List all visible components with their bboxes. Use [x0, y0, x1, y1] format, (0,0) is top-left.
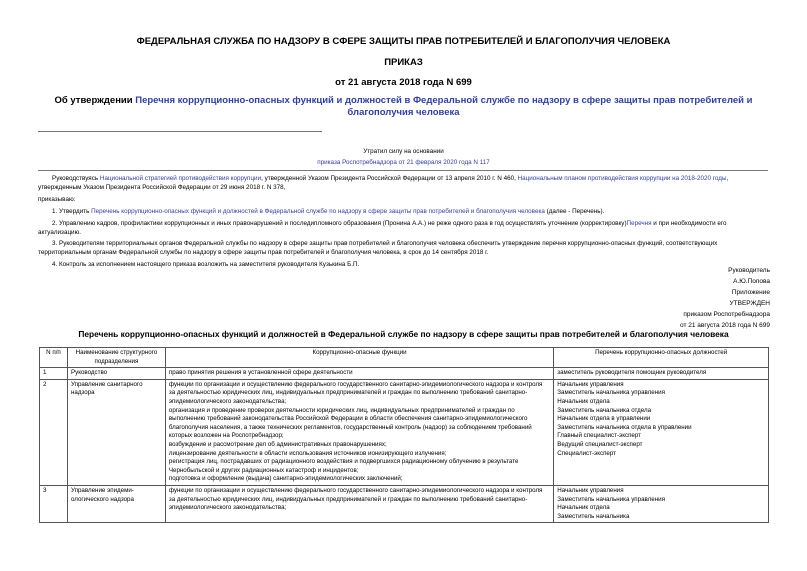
- approved-order-date: от 21 августа 2018 года N 699: [679, 322, 770, 329]
- header-functions: Коррупционно-опасные функции: [165, 348, 553, 368]
- function-item: функции по организации и осуществлению федерального государственного санитарно-эпидемиологического надзора и контроля за деятельностью юридических лиц, индивидуальных предпринимателей и граждан по выполнению требований санитарно-эпидемиологического законодательства;: [168, 380, 543, 405]
- row-positions: [554, 368, 769, 380]
- row-positions: [554, 485, 769, 522]
- strategy-link[interactable]: Национальной стратегией противодействия коррупции: [99, 175, 262, 182]
- title-prefix: Об утверждении: [54, 95, 136, 106]
- text: (далее - Перечень).: [544, 207, 605, 215]
- position-item: Заместитель начальника управления: [557, 389, 665, 397]
- position-item: заместитель руководителя помощник руководителя: [557, 369, 707, 377]
- row-unit: Руководство: [67, 368, 165, 380]
- row-num: 3: [40, 485, 68, 522]
- plan-link[interactable]: Национальным планом противодействия коррупции на 2018-2020 годы: [517, 175, 727, 182]
- text: , утвержденным Указом Президента Российской Федерации от 29 июня 2018 г. N 378,: [38, 175, 729, 191]
- function-item: подготовка и оформление (выдача) санитарно-эпидемиологических заключений;: [168, 475, 403, 483]
- divider: [38, 170, 768, 171]
- paragraph-order: приказываю:: [38, 195, 76, 203]
- position-item: Заместитель начальника управления: [557, 495, 665, 503]
- function-item: организация и проведение проверок деятельности юридических лиц, индивидуальных предпринимателей и граждан по выполнению требований законодательства Российской Федерации в области обеспечения санитарно-эпидемиологического благополучия населения, а также технических регламентов, государственный контроль (надзор) за соблюдением требований которых возложен на Роспотребнадзор;: [168, 406, 532, 440]
- row-unit: Управление эпидеми-ологического надзора: [67, 485, 165, 522]
- paragraph-item-4: 4. Контроль за исполнением настоящего приказа возложить на заместителя руководителя Кузькина Б.П.: [52, 261, 360, 269]
- signer-name: А.Ю.Попова: [733, 278, 770, 285]
- function-item: функции по организации и осуществлению федерального государственного санитарно-эпидемиологического надзора и контроля за деятельностью юридических лиц, индивидуальных предпринимателей и граждан по выполнению требований санитарно-эпидемиологического законодательства;: [168, 486, 543, 512]
- row-functions: [165, 368, 553, 380]
- approved-label: УТВЕРЖДЕН: [729, 300, 770, 307]
- position-item: Начальник отдела: [557, 504, 610, 512]
- table-row: [40, 485, 769, 522]
- text: 1. Утвердить: [52, 207, 92, 215]
- row-num: 1: [40, 368, 68, 380]
- position-item: Ведущий специалист-эксперт: [557, 440, 643, 448]
- signature-block: [680, 265, 770, 331]
- paragraph-item-3: 3. Руководителям территориальных органов Федеральной службы по надзору в сфере защиты прав потребителей и благополучия человека обеспечить утверждение перечня коррупционно-опасных функций, соответствующих территориальным органам Федеральной службы по надзору в сфере защиты прав потребителей и благополучия человека, в срок до 14 сентября 2018 г.: [38, 240, 718, 257]
- doc-body: [38, 175, 768, 273]
- row-functions: [165, 379, 553, 485]
- row-positions: [554, 379, 769, 485]
- header-positions: Перечень коррупционно-опасных должностей: [554, 348, 769, 368]
- list-link-short[interactable]: Перечня: [626, 219, 652, 227]
- row-functions: [165, 485, 553, 522]
- text: и при необходимости его актуализацию.: [38, 219, 727, 236]
- table-header-row: [40, 348, 769, 368]
- position-item: Заместитель начальника отдела в управлении: [557, 423, 692, 431]
- doc-type: ПРИКАЗ: [384, 57, 423, 68]
- position-item: Начальник управления: [557, 380, 624, 388]
- list-link[interactable]: Перечень коррупционно-опасных функций и должностей в Федеральной службе по надзору в сфере защиты прав потребителей и благополучия человека: [91, 207, 545, 215]
- header-num: N п/п: [40, 348, 68, 368]
- list-title: Перечень коррупционно-опасных функций и должностей в Федеральной службе по надзору в сфере защиты прав потребителей и благополучия человека: [78, 329, 729, 339]
- paragraph-item-1: [38, 208, 768, 217]
- paragraph-item-2: [38, 220, 768, 238]
- function-item: право принятия решения в установленной сфере деятельности: [168, 369, 353, 377]
- position-item: Начальник отдела: [557, 397, 610, 405]
- position-item: Главный специалист-эксперт: [557, 432, 642, 440]
- position-item: Заместитель начальника отдела: [557, 406, 652, 414]
- divider: [38, 131, 322, 132]
- header-unit: Наименование структурного подразделения: [67, 348, 165, 368]
- signer-role: Руководитель: [728, 267, 770, 274]
- doc-title: [40, 95, 767, 119]
- status-line: Утратил силу на основании: [363, 148, 444, 155]
- appendix-label: Приложение: [731, 289, 770, 296]
- paragraph-preamble: [38, 175, 768, 193]
- text: Руководствуясь: [52, 175, 100, 182]
- agency-title: ФЕДЕРАЛЬНАЯ СЛУЖБА ПО НАДЗОРУ В СФЕРЕ ЗАЩИТЫ ПРАВ ПОТРЕБИТЕЛЕЙ И БЛАГОПОЛУЧИЯ ЧЕЛОВЕКА: [136, 36, 671, 47]
- position-item: Начальник отдела в управлении: [557, 415, 651, 423]
- status-link[interactable]: приказа Роспотребнадзора от 21 февраля 2020 года N 117: [317, 159, 490, 166]
- status-note: [0, 146, 807, 168]
- table-row: [40, 379, 769, 485]
- functions-table: [39, 347, 769, 523]
- table-row: [40, 368, 769, 380]
- position-item: Заместитель начальника: [557, 512, 630, 520]
- doc-date-number: от 21 августа 2018 года N 699: [335, 77, 472, 88]
- function-item: регистрация лиц, пострадавших от радиационного воздействия и подвергшихся радиационному облучению в результате Чернобыльской и других радиационных катастроф и инцидентов;: [168, 458, 519, 474]
- function-item: лицензирование деятельности в области использования источников ионизирующего излучения;: [168, 449, 447, 457]
- text: 2. Управлению кадров, профилактики коррупционных и иных правонарушений и последипломного образования (Пронина А.А.) не реже одного раза в год осуществлять уточнение (корректировку): [52, 219, 627, 227]
- row-unit: Управление санитарного надзора: [67, 379, 165, 485]
- row-num: 2: [40, 379, 68, 485]
- title-link[interactable]: Перечня коррупционно-опасных функций и должностей в Федеральной службе по надзору в сфере защиты прав потребителей и благополучия человека: [135, 95, 753, 118]
- position-item: Специалист-эксперт: [557, 449, 616, 457]
- position-item: Начальник управления: [557, 486, 624, 494]
- approved-order: приказом Роспотребнадзора: [683, 311, 770, 318]
- text: , утвержденной Указом Президента Российской Федерации от 13 апреля 2010 г. N 460,: [261, 175, 518, 182]
- function-item: возбуждение и рассмотрение дел об административных правонарушениях;: [168, 440, 387, 448]
